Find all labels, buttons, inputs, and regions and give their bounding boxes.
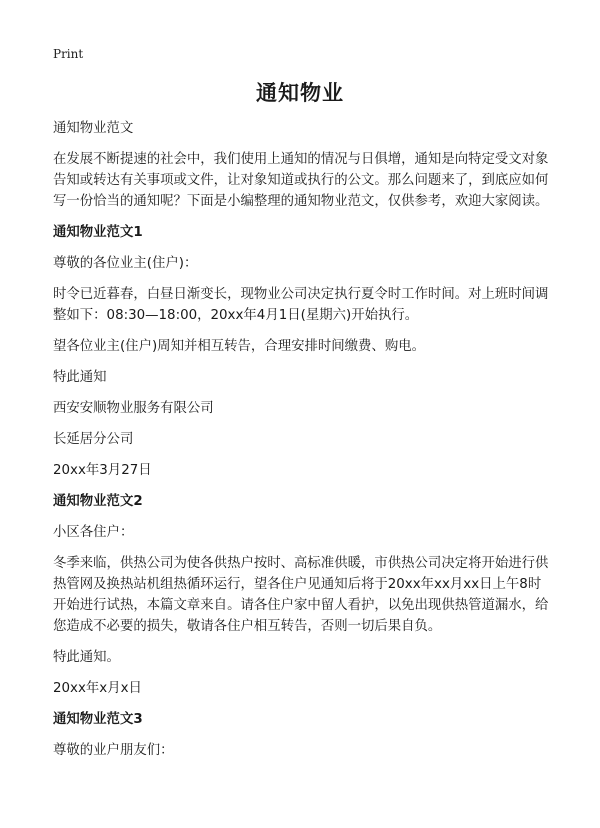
section-heading-2: 通知物业范文2 xyxy=(53,494,143,509)
section-heading-1: 通知物业范文1 xyxy=(53,225,143,240)
section-1-closing: 特此通知 xyxy=(53,370,107,385)
section-1-salutation: 尊敬的各位业主(住户)： xyxy=(53,256,198,271)
section-2-closing: 特此通知。 xyxy=(53,650,120,665)
document-body xyxy=(53,118,553,771)
section-1-branch: 长延居分公司 xyxy=(53,432,134,447)
print-link[interactable]: Print xyxy=(53,47,84,61)
section-2-body: 冬季来临，供热公司为使各供热户按时、高标准供暖，市供热公司决定将开始进行供热管网及换热站机组热循环运行，望各住户见通知后将于20xx年xx月xx日上午8时开始进行试热，本篇文章来自。请各住户家中留人看护，以免出现供热管道漏水，给您造成不必要的损失，敬请各住户相互转告，否则一切后果自负。 xyxy=(53,556,549,634)
intro-paragraph: 在发展不断提速的社会中，我们使用上通知的情况与日俱增，通知是向特定受文对象告知或转达有关事项或文件，让对象知道或执行的公文。那么问题来了，到底应如何写一份恰当的通知呢？下面是小编整理的通知物业范文，仅供参考，欢迎大家阅读。 xyxy=(53,152,549,209)
section-1-body: 时令已近暮春，白昼日渐变长，现物业公司决定执行夏令时工作时间。对上班时间调整如下：08:30—18:00，20xx年4月1日(星期六)开始执行。 xyxy=(53,287,549,323)
section-1-date: 20xx年3月27日 xyxy=(53,463,152,478)
section-3-salutation: 尊敬的业户朋友们： xyxy=(53,743,174,758)
section-2-salutation: 小区各住户： xyxy=(53,525,134,540)
section-heading-3: 通知物业范文3 xyxy=(53,712,143,727)
section-1-request: 望各位业主(住户)周知并相互转告，合理安排时间缴费、购电。 xyxy=(53,339,425,354)
section-1-company: 西安安顺物业服务有限公司 xyxy=(53,401,214,416)
document-title: 通知物业 xyxy=(256,81,344,105)
section-2-date: 20xx年x月x日 xyxy=(53,681,142,696)
document-subtitle: 通知物业范文 xyxy=(53,121,134,136)
